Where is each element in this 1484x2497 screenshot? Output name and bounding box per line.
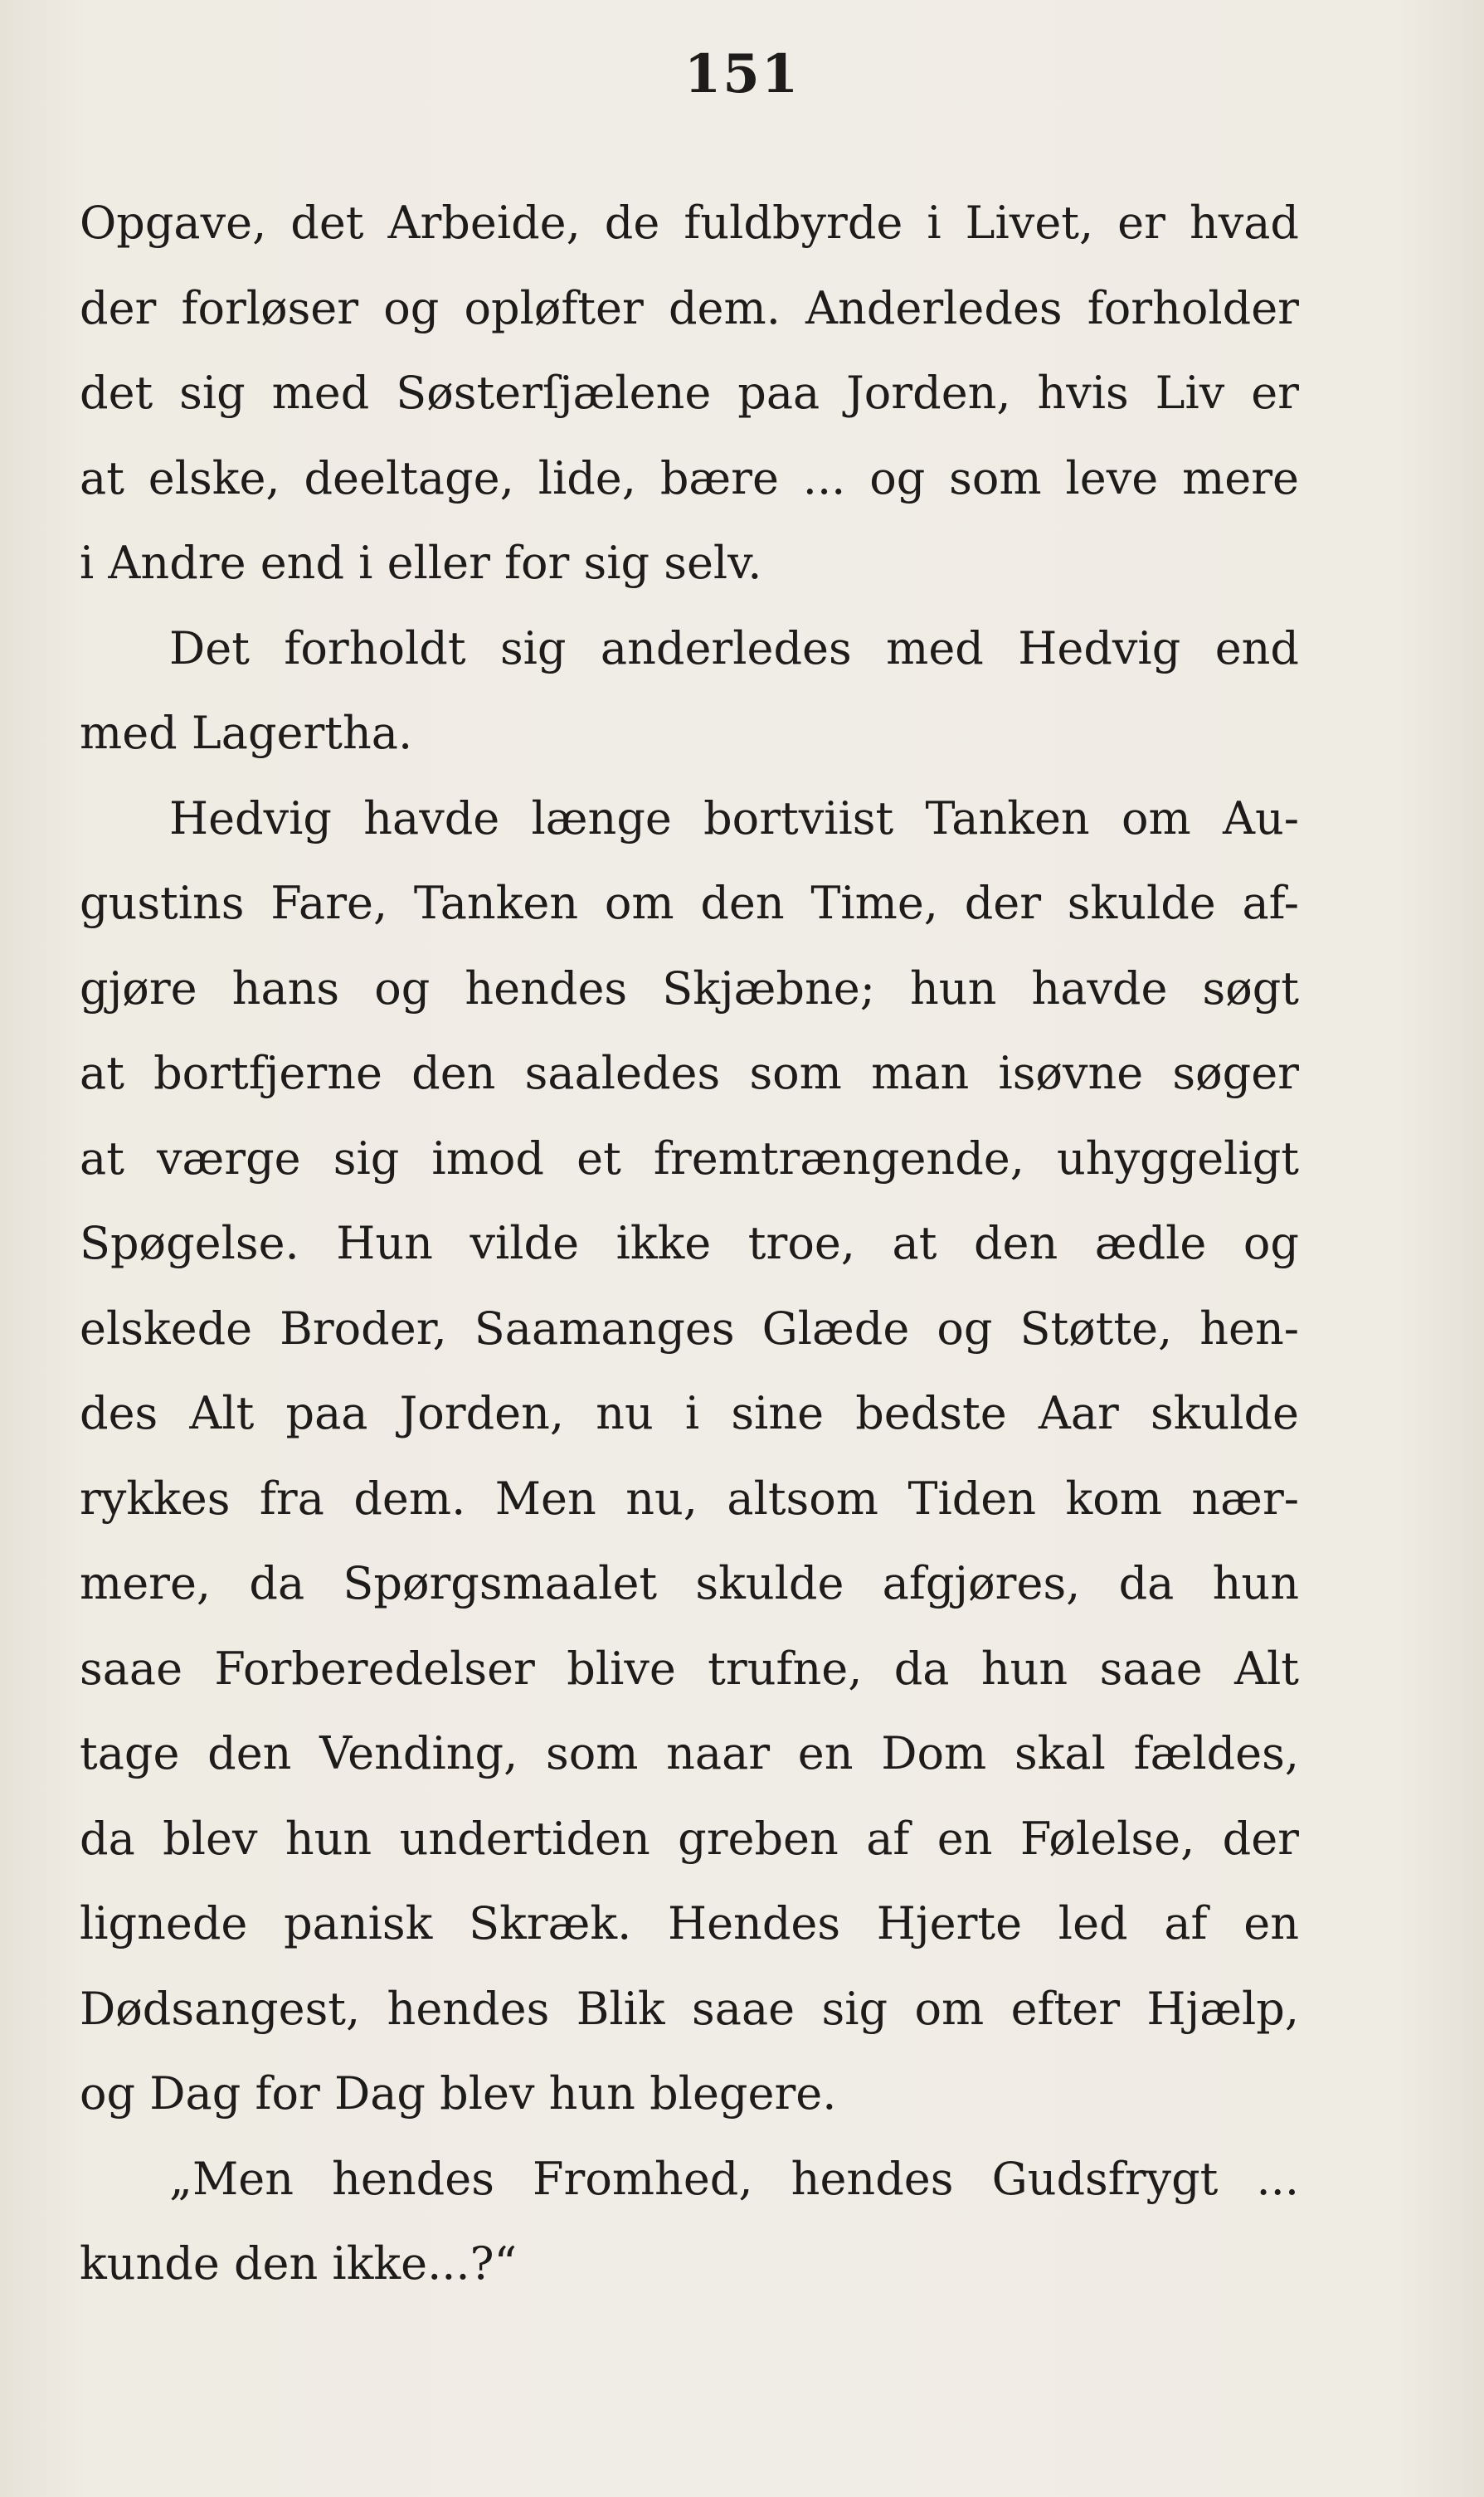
text-line: at elske, deeltage, lide, bære ... og som leve mere bbox=[80, 451, 1299, 504]
text-line: elskede Broder, Saamanges Glæde og Støtte, hen- bbox=[80, 1302, 1299, 1355]
text-line: saae Forberedelser blive trufne, da hun saae Alt bbox=[80, 1642, 1299, 1695]
text-line: da blev hun undertiden greben af en Følelse, der bbox=[80, 1812, 1299, 1865]
text-line: gjøre hans og hendes Skjæbne; hun havde søgt bbox=[80, 961, 1299, 1015]
text-line: kunde den ikke...?“ bbox=[80, 2237, 518, 2290]
text-line: at bortfjerne den saaledes som man isøvne søger bbox=[80, 1047, 1299, 1099]
text-line: Opgave, det Arbeide, de fuldbyrde i Livet, er hvad bbox=[80, 197, 1299, 249]
text-line: gustins Fare, Tanken om den Time, der skulde af- bbox=[80, 877, 1299, 929]
text-line: og Dag for Dag blev hun blegere. bbox=[80, 2067, 837, 2120]
text-line: „Men hendes Fromhed, hendes Gudsfrygt ... bbox=[169, 2152, 1299, 2205]
text-line: tage den Vending, som naar en Dom skal fældes, bbox=[80, 1727, 1299, 1779]
text-line: rykkes fra dem. Men nu, altsom Tiden kom nær- bbox=[80, 1472, 1299, 1525]
page-number: 151 bbox=[684, 43, 800, 105]
text-line: Spøgelse. Hun vilde ikke troe, at den ædle og bbox=[80, 1217, 1299, 1269]
text-line: mere, da Spørgsmaalet skulde afgjøres, da hun bbox=[80, 1557, 1299, 1609]
text-line: i Andre end i eller for sig selv. bbox=[80, 537, 762, 589]
text-line: der forløser og opløfter dem. Anderledes forholder bbox=[80, 281, 1299, 334]
text-line: Dødsangest, hendes Blik saae sig om efter Hjælp, bbox=[80, 1982, 1299, 2035]
text-line: med Lagertha. bbox=[80, 707, 413, 759]
text-line: lignede panisk Skræk. Hendes Hjerte led af en bbox=[80, 1897, 1299, 1949]
text-line: des Alt paa Jorden, nu i sine bedste Aar skulde bbox=[80, 1387, 1299, 1439]
text-line: at værge sig imod et fremtrængende, uhyggeligt bbox=[80, 1132, 1299, 1185]
text-line: det sig med Søsterſjælene paa Jorden, hvis Liv er bbox=[80, 367, 1299, 419]
text-line: Det forholdt sig anderledes med Hedvig end bbox=[169, 621, 1299, 674]
body-text bbox=[80, 181, 1299, 2307]
text-line: Hedvig havde længe bortviist Tanken om Au- bbox=[169, 791, 1299, 845]
